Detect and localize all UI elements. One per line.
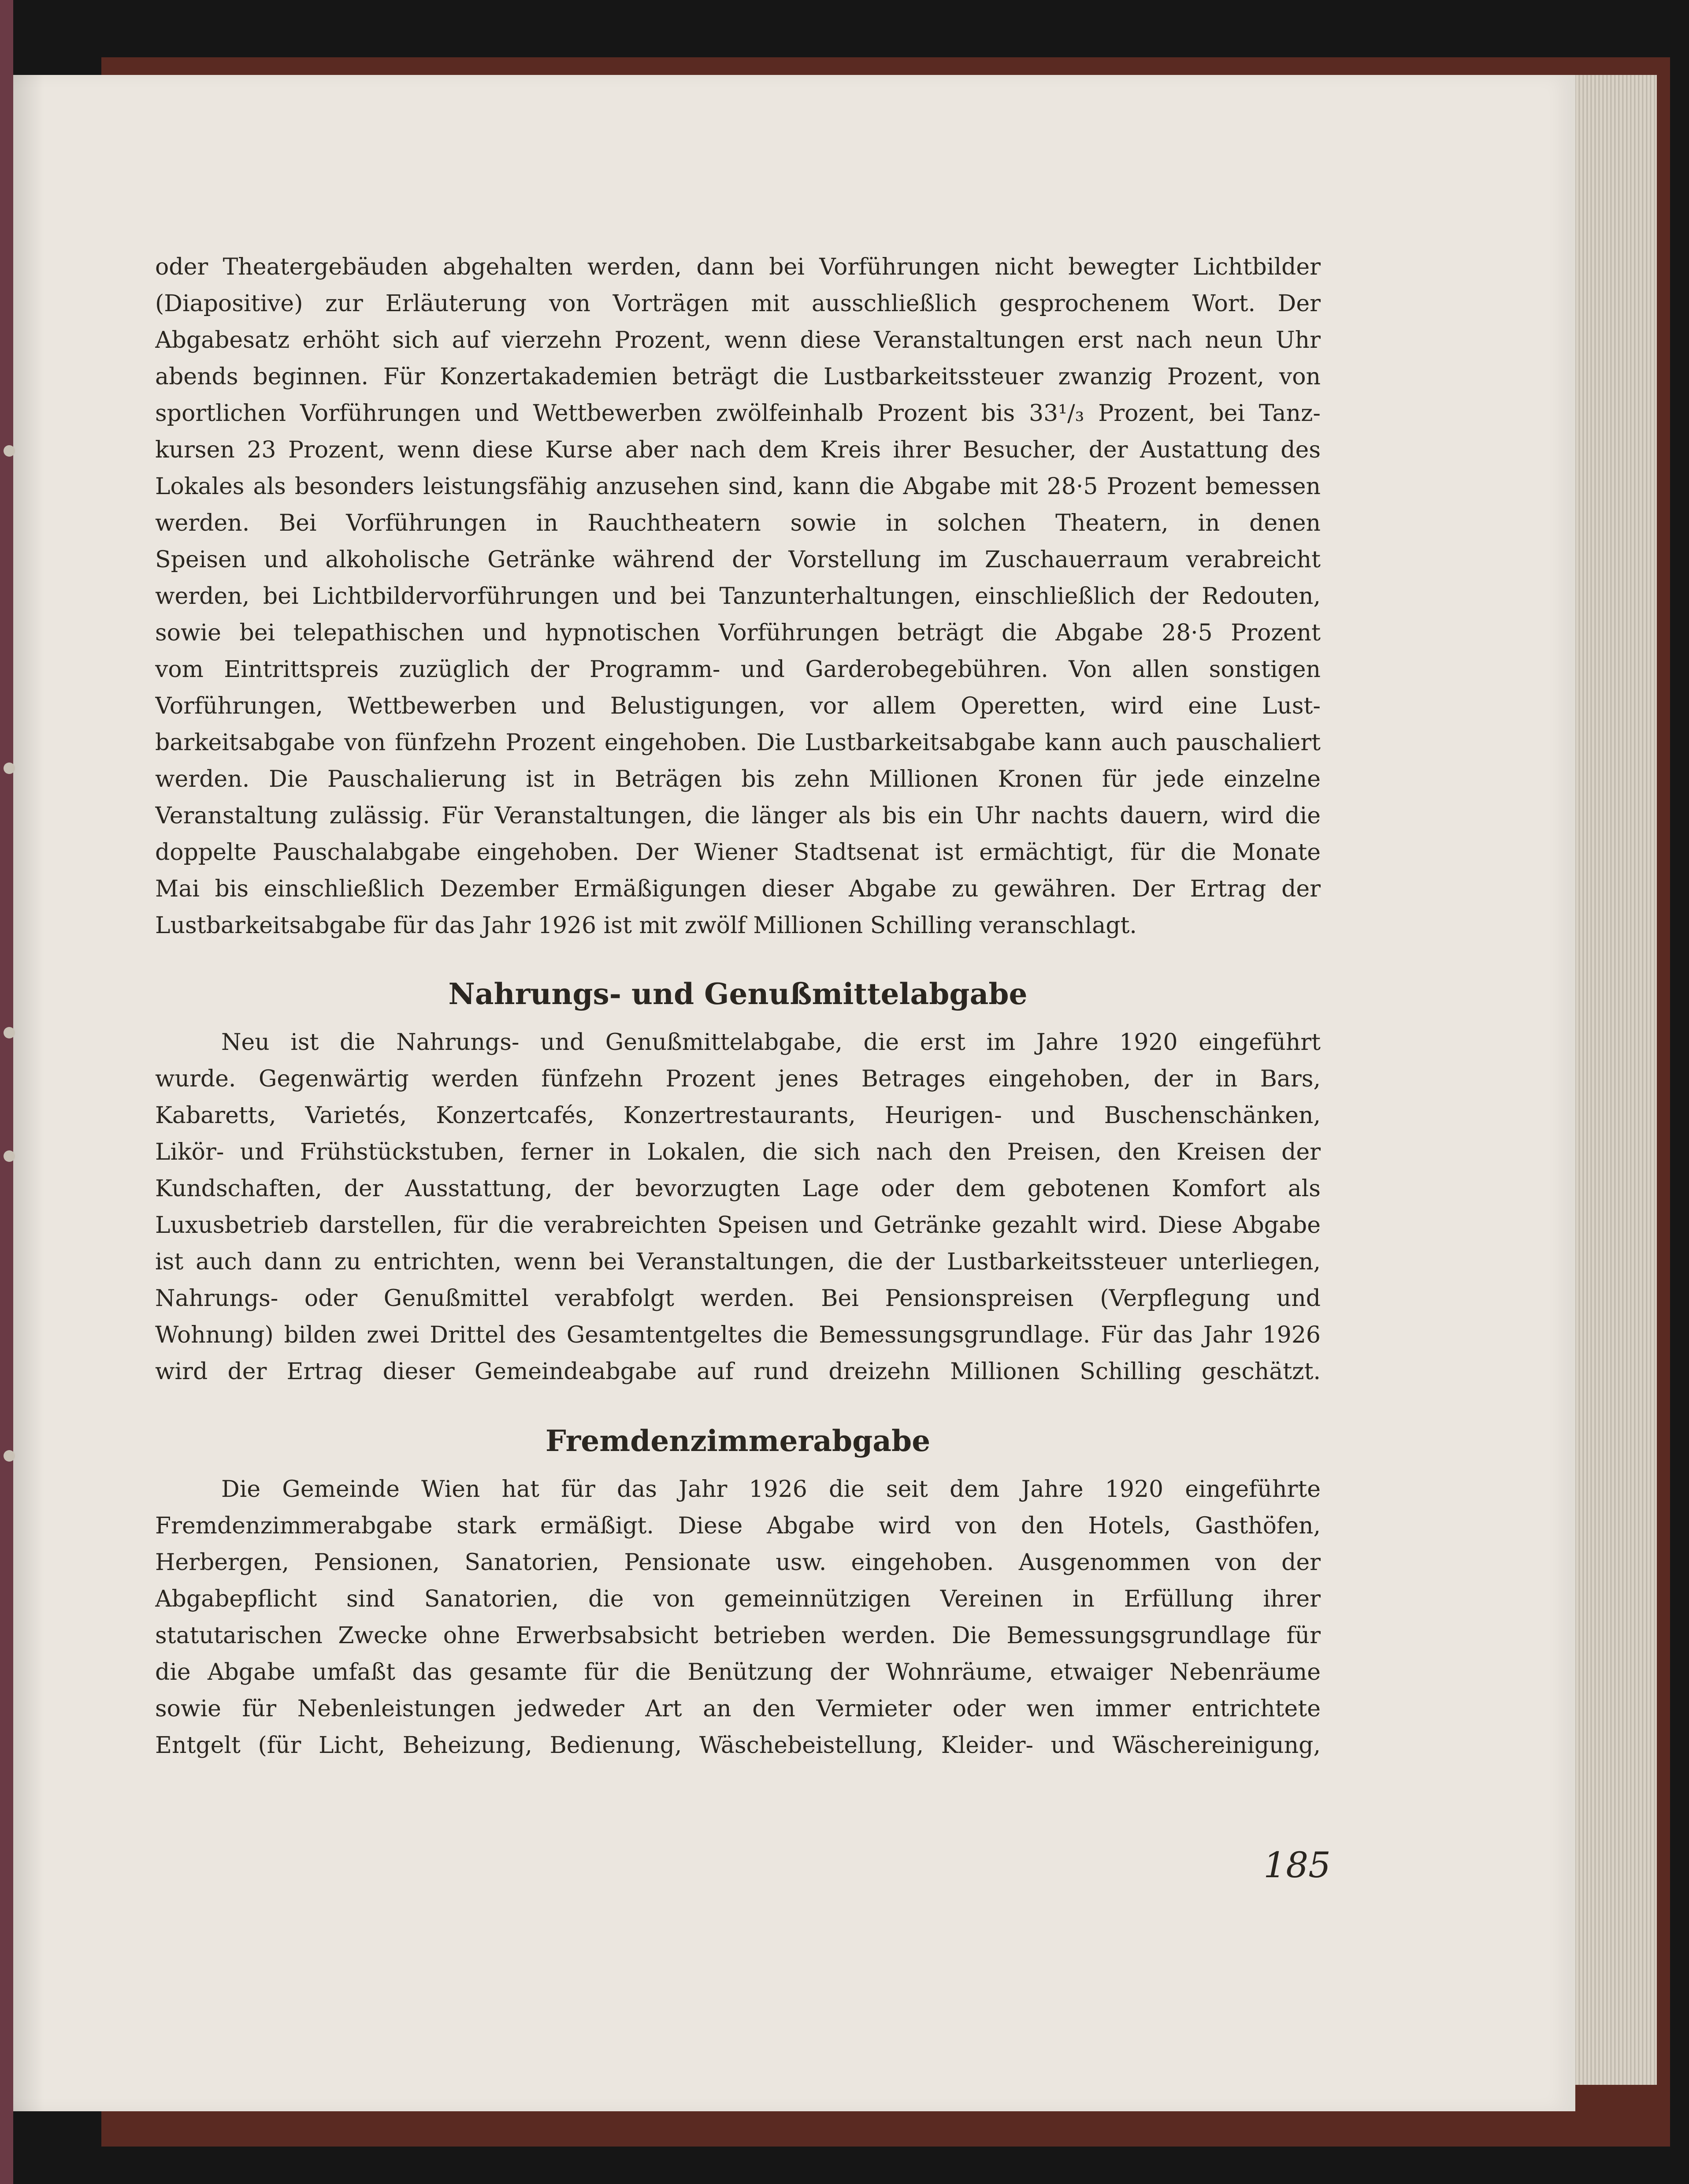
binding-stitch	[4, 445, 15, 457]
text-line: Kundschaften, der Ausstattung, der bevorzugten Lage oder dem gebotenen Komfort als	[155, 1176, 1321, 1202]
text-line: Abgabesatz erhöht sich auf vierzehn Prozent, wenn diese Veranstaltungen erst nach neun Uhr	[155, 327, 1321, 353]
text-line: sportlichen Vorführungen und Wettbewerben zwölfeinhalb Prozent bis 33¹/₃ Prozent, bei Tanz-	[155, 400, 1321, 427]
text-line: kursen 23 Prozent, wenn diese Kurse aber nach dem Kreis ihrer Besucher, der Austattung des	[155, 437, 1321, 463]
text-line: oder Theatergebäuden abgehalten werden, dann bei Vorführungen nicht bewegter Lichtbilder	[155, 254, 1321, 280]
text-line: ist auch dann zu entrichten, wenn bei Veranstaltungen, die der Lustbarkeitssteuer unterliegen,	[155, 1249, 1321, 1275]
binding-stitch	[4, 1450, 15, 1462]
text-line: Abgabepflicht sind Sanatorien, die von gemeinnützigen Vereinen in Erfüllung ihrer	[155, 1586, 1321, 1612]
text-line: abends beginnen. Für Konzertakademien beträgt die Lustbarkeitssteuer zwanzig Prozent, von	[155, 364, 1321, 390]
page-number: 185	[1263, 1845, 1331, 1886]
text-line: Die Gemeinde Wien hat für das Jahr 1926 die seit dem Jahre 1920 eingeführte	[221, 1476, 1321, 1503]
section-heading-fremdenzimmerabgabe: Fremdenzimmerabgabe	[545, 1424, 931, 1458]
text-line: Fremdenzimmerabgabe stark ermäßigt. Diese Abgabe wird von den Hotels, Gasthöfen,	[155, 1513, 1321, 1539]
paragraph-fremdenzimmerabgabe	[155, 1471, 1321, 1764]
text-line: wird der Ertrag dieser Gemeindeabgabe auf rund dreizehn Millionen Schilling geschätzt.	[155, 1358, 1321, 1385]
text-line: doppelte Pauschalabgabe eingehoben. Der Wiener Stadtsenat ist ermächtigt, für die Monate	[155, 839, 1321, 866]
text-line: Neu ist die Nahrungs- und Genußmittelabgabe, die erst im Jahre 1920 eingeführt	[221, 1029, 1321, 1056]
text-line: Speisen und alkoholische Getränke während der Vorstellung im Zuschauerraum verabreicht	[155, 547, 1321, 573]
text-line: sowie bei telepathischen und hypnotischen Vorführungen beträgt die Abgabe 28·5 Prozent	[155, 620, 1321, 646]
binding-stitch	[4, 763, 15, 774]
text-line: werden. Die Pauschalierung ist in Beträgen bis zehn Millionen Kronen für jede einzelne	[155, 766, 1321, 792]
text-line: werden, bei Lichtbildervorführungen und bei Tanzunterhaltungen, einschließlich der Redouten,	[155, 583, 1321, 610]
text-line: Entgelt (für Licht, Beheizung, Bedienung, Wäschebeistellung, Kleider- und Wäschereinigung,	[155, 1732, 1321, 1759]
text-line: Lustbarkeitsabgabe für das Jahr 1926 ist mit zwölf Millionen Schilling veranschlagt.	[155, 912, 1137, 939]
text-line: Nahrungs- oder Genußmittel verabfolgt werden. Bei Pensionspreisen (Verpflegung und	[155, 1285, 1321, 1312]
text-line: sowie für Nebenleistungen jedweder Art an den Vermieter oder wen immer entrichtete	[155, 1696, 1321, 1722]
text-line: Kabaretts, Varietés, Konzertcafés, Konzertrestaurants, Heurigen- und Buschenschänken,	[155, 1102, 1321, 1129]
page-gutter	[13, 75, 44, 2111]
text-line: Herbergen, Pensionen, Sanatorien, Pensionate usw. eingehoben. Ausgenommen von der	[155, 1549, 1321, 1576]
binding-stitch	[4, 1150, 15, 1162]
text-line: Likör- und Frühstückstuben, ferner in Lokalen, die sich nach den Preisen, den Kreisen der	[155, 1139, 1321, 1165]
page-edges	[1564, 75, 1657, 2085]
text-line: Vorführungen, Wettbewerben und Belustigungen, vor allem Operetten, wird eine Lust-	[155, 693, 1321, 719]
text-line: statutarischen Zwecke ohne Erwerbsabsicht betrieben werden. Die Bemessungsgrundlage für	[155, 1622, 1321, 1649]
text-line: Wohnung) bilden zwei Drittel des Gesamtentgeltes die Bemessungsgrundlage. Für das Jahr 1926	[155, 1322, 1321, 1348]
text-line: vom Eintrittspreis zuzüglich der Programm- und Garderobegebühren. Von allen sonstigen	[155, 656, 1321, 683]
paragraph-lustbarkeitsabgabe	[155, 249, 1321, 944]
text-line: Luxusbetrieb darstellen, für die verabreichten Speisen und Getränke gezahlt wird. Diese Abgabe	[155, 1212, 1321, 1239]
section-heading-nahrungs-genussmittelabgabe: Nahrungs- und Genußmittelabgabe	[448, 977, 1028, 1011]
paragraph-nahrungs-genussmittelabgabe	[155, 1024, 1321, 1390]
text-line: Veranstaltung zulässig. Für Veranstaltungen, die länger als bis ein Uhr nachts dauern, wird die	[155, 803, 1321, 829]
text-line: barkeitsabgabe von fünfzehn Prozent eingehoben. Die Lustbarkeitsabgabe kann auch pauschaliert	[155, 729, 1321, 756]
text-line: wurde. Gegenwärtig werden fünfzehn Prozent jenes Betrages eingehoben, der in Bars,	[155, 1066, 1321, 1092]
left-binding	[0, 0, 13, 2184]
text-line: Mai bis einschließlich Dezember Ermäßigungen dieser Abgabe zu gewähren. Der Ertrag der	[155, 876, 1321, 902]
text-line: werden. Bei Vorführungen in Rauchtheatern sowie in solchen Theatern, in denen	[155, 510, 1321, 536]
binding-stitch	[4, 1027, 15, 1038]
text-line: die Abgabe umfaßt das gesamte für die Benützung der Wohnräume, etwaiger Nebenräume	[155, 1659, 1321, 1685]
text-line: (Diapositive) zur Erläuterung von Vorträgen mit ausschließlich gesprochenem Wort. Der	[155, 290, 1321, 317]
text-line: Lokales als besonders leistungsfähig anzusehen sind, kann die Abgabe mit 28·5 Prozent bemessen	[155, 473, 1321, 500]
page-text	[155, 249, 1321, 1764]
